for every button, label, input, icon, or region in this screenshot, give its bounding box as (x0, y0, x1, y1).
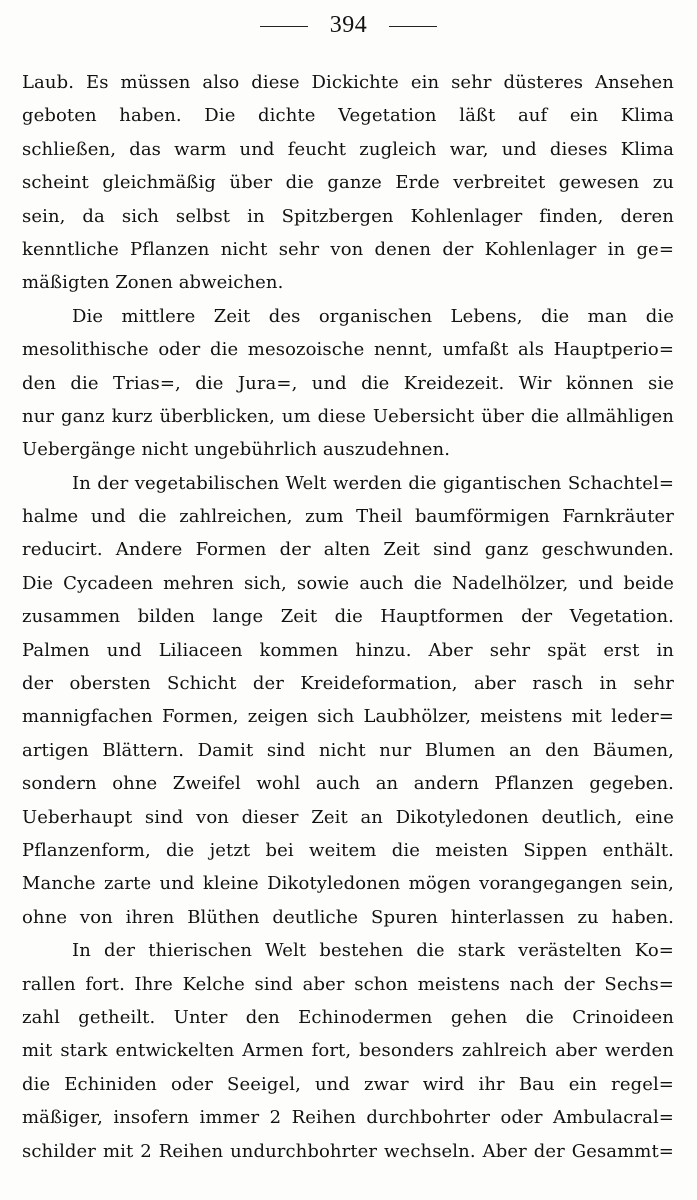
text-line: zahl getheilt. Unter den Echinodermen gehen die Crinoideen (22, 1006, 674, 1028)
text-line: kenntliche Pflanzen nicht sehr von denen der Kohlenlager in ge= (22, 238, 674, 260)
text-line: den die Trias=, die Jura=, und die Kreidezeit. Wir können sie (22, 372, 674, 394)
text-line: In der vegetabilischen Welt werden die gigantischen Schachtel= (72, 472, 674, 494)
text-line: mesolithische oder die mesozoische nennt, umfaßt als Hauptperio= (22, 339, 674, 361)
text-line: Manche zarte und kleine Dikotyledonen mögen vorangegangen sein, (22, 873, 674, 895)
text-line: mit stark entwickelten Armen fort, besonders zahlreich aber werden (22, 1040, 674, 1062)
page-number: 394 (329, 11, 368, 38)
text-line: In der thierischen Welt bestehen die stark verästelten Ko= (72, 940, 674, 962)
body-text (22, 66, 674, 1168)
text-line: rallen fort. Ihre Kelche sind aber schon meistens nach der Sechs= (22, 973, 674, 995)
page-header (0, 10, 697, 40)
text-line: Pflanzenform, die jetzt bei weitem die meisten Sippen enthält. (22, 839, 674, 861)
text-line: Die Cycadeen mehren sich, sowie auch die Nadelhölzer, und beide (22, 572, 674, 594)
text-line: scheint gleichmäßig über die ganze Erde verbreitet gewesen zu (22, 172, 674, 194)
text-line: mäßigten Zonen abweichen. (22, 272, 284, 294)
text-line: Palmen und Liliaceen kommen hinzu. Aber sehr spät erst in (22, 639, 674, 661)
text-line: reducirt. Andere Formen der alten Zeit sind ganz geschwunden. (22, 539, 674, 561)
header-rule-left (260, 26, 308, 27)
text-line: die Echiniden oder Seeigel, und zwar wird ihr Bau ein regel= (22, 1073, 674, 1095)
text-line: zusammen bilden lange Zeit die Hauptformen der Vegetation. (22, 606, 674, 628)
text-line: halme und die zahlreichen, zum Theil baumförmigen Farnkräuter (22, 506, 674, 528)
text-line: Die mittlere Zeit des organischen Lebens, die man die (72, 305, 674, 327)
text-line: Uebergänge nicht ungebührlich auszudehnen. (22, 439, 451, 461)
text-line: Ueberhaupt sind von dieser Zeit an Dikotyledonen deutlich, eine (22, 806, 674, 828)
text-line: nur ganz kurz überblicken, um diese Uebersicht über die allmähligen (22, 405, 674, 427)
text-line: schilder mit 2 Reihen undurchbohrter wechseln. Aber der Gesammt= (22, 1140, 674, 1162)
text-line: der obersten Schicht der Kreideformation, aber rasch in sehr (22, 673, 674, 695)
text-line: artigen Blättern. Damit sind nicht nur Blumen an den Bäumen, (22, 739, 674, 761)
text-line: sondern ohne Zweifel wohl auch an andern Pflanzen gegeben. (22, 773, 674, 795)
text-line: sein, da sich selbst in Spitzbergen Kohlenlager finden, deren (22, 205, 674, 227)
text-line: geboten haben. Die dichte Vegetation läßt auf ein Klima (22, 105, 674, 127)
text-line: Laub. Es müssen also diese Dickichte ein sehr düsteres Ansehen (22, 72, 674, 93)
text-line: schließen, das warm und feucht zugleich war, und dieses Klima (22, 138, 674, 160)
text-line: ohne von ihren Blüthen deutliche Spuren hinterlassen zu haben. (22, 906, 674, 928)
header-rule-right (389, 26, 437, 27)
text-line: mäßiger, insofern immer 2 Reihen durchbohrter oder Ambulacral= (22, 1107, 674, 1129)
text-line: mannigfachen Formen, zeigen sich Laubhölzer, meistens mit leder= (22, 706, 674, 728)
